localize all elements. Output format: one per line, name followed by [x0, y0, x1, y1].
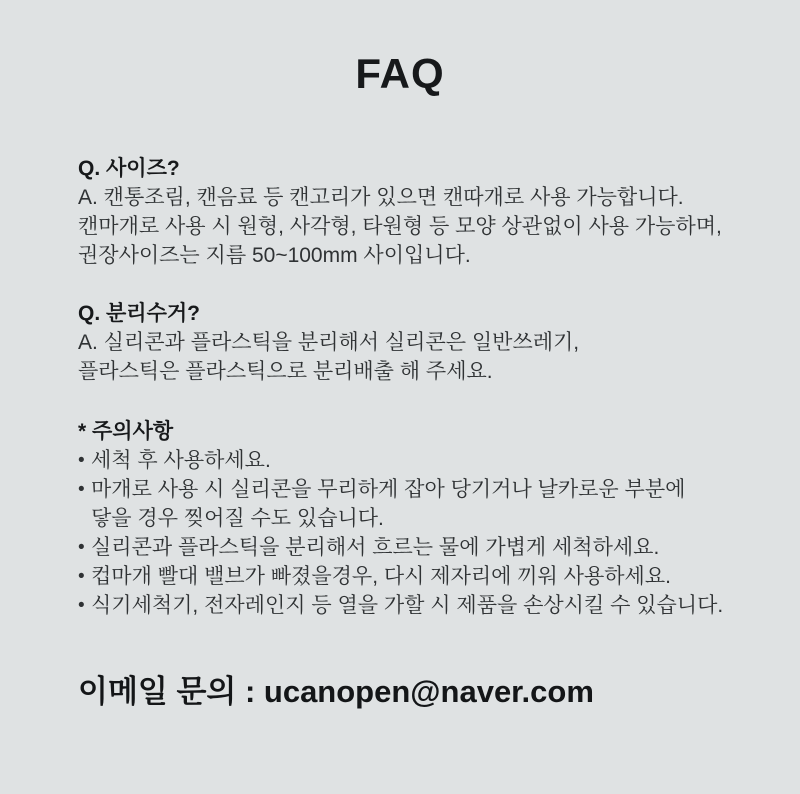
list-item	[78, 446, 744, 475]
page-title: FAQ	[355, 50, 445, 97]
caution-text: 식기세척기, 전자레인지 등 열을 가할 시 제품을 손상시킬 수 있습니다.	[91, 594, 724, 617]
answer-line: 권장사이즈는 지름 50~100mm 사이입니다.	[78, 244, 471, 267]
caution-heading: * 주의사항	[78, 420, 174, 443]
faq-content	[78, 154, 744, 620]
bullet-icon: •	[78, 595, 85, 616]
faq-section-recycling	[78, 299, 744, 386]
caution-text: 세척 후 사용하세요.	[91, 449, 271, 472]
answer-line: A. 실리콘과 플라스틱을 분리해서 실리콘은 일반쓰레기,	[78, 331, 580, 354]
bullet-icon: •	[78, 537, 85, 558]
bullet-icon: •	[78, 450, 85, 471]
list-item	[78, 562, 744, 591]
caution-section	[78, 417, 744, 620]
list-item	[78, 475, 744, 533]
faq-section-size	[78, 154, 744, 270]
answer-line: A. 캔통조림, 캔음료 등 캔고리가 있으면 캔따개로 사용 가능합니다.	[78, 186, 684, 209]
question-recycling: Q. 분리수거?	[78, 302, 200, 325]
list-item	[78, 533, 744, 562]
caution-text: 마개로 사용 시 실리콘을 무리하게 잡아 당기거나 날카로운 부분에	[91, 478, 686, 501]
bullet-icon: •	[78, 479, 85, 500]
caution-text: 실리콘과 플라스틱을 분리해서 흐르는 물에 가볍게 세척하세요.	[91, 536, 660, 559]
question-size: Q. 사이즈?	[78, 157, 180, 180]
list-item	[78, 591, 744, 620]
answer-line: 플라스틱은 플라스틱으로 분리배출 해 주세요.	[78, 360, 493, 383]
bullet-icon: •	[78, 566, 85, 587]
caution-text: 컵마개 빨대 밸브가 빠졌을경우, 다시 제자리에 끼워 사용하세요.	[91, 565, 671, 588]
email-contact: 이메일 문의 : ucanopen@naver.com	[78, 674, 594, 709]
answer-line: 캔마개로 사용 시 원형, 사각형, 타원형 등 모양 상관없이 사용 가능하며,	[78, 215, 722, 238]
caution-text: 닿을 경우 찢어질 수도 있습니다.	[91, 507, 384, 530]
